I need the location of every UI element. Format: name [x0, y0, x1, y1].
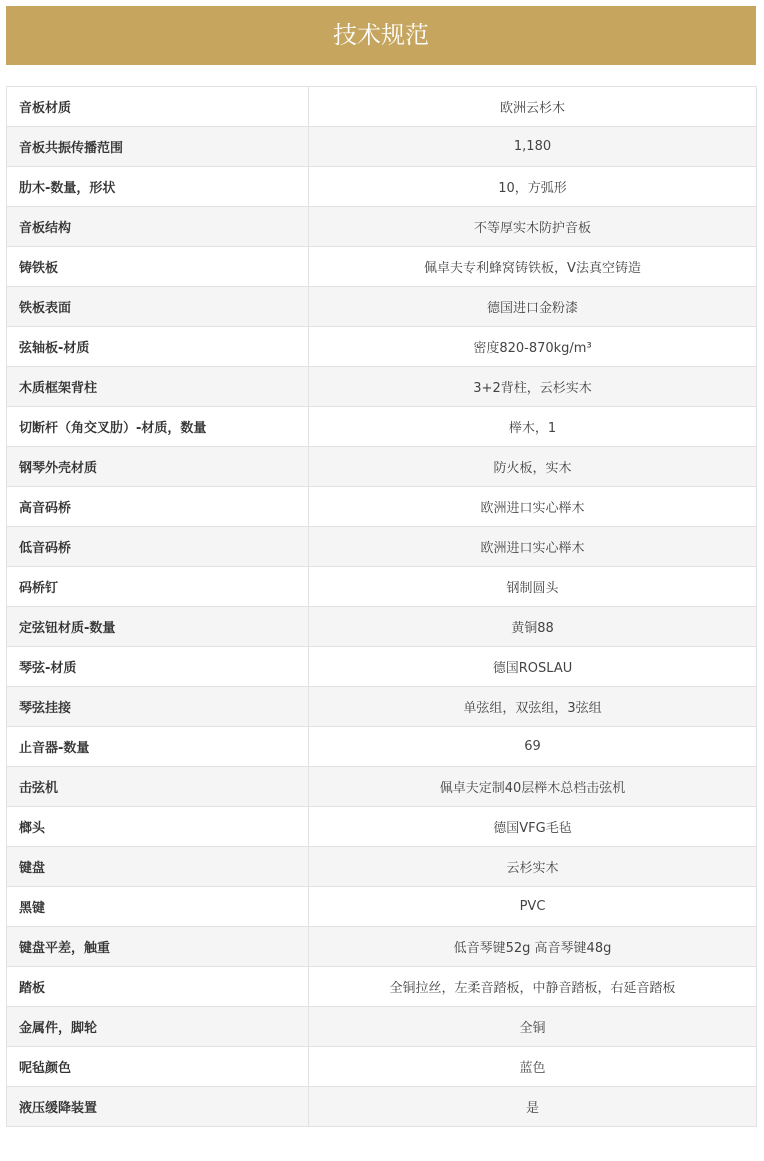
spec-label: 音板材质: [7, 87, 309, 127]
spec-value: 1,180: [309, 127, 757, 167]
spec-value: 密度820-870kg/m³: [309, 327, 757, 367]
spec-label: 弦轴板-材质: [7, 327, 309, 367]
table-row: [7, 567, 757, 607]
table-row: [7, 767, 757, 807]
page-title: 技术规范: [6, 6, 756, 65]
table-row: [7, 247, 757, 287]
spec-value: 欧洲进口实心榉木: [309, 527, 757, 567]
spec-label: 铁板表面: [7, 287, 309, 327]
table-row: [7, 207, 757, 247]
table-row: [7, 807, 757, 847]
spec-label: 码桥钉: [7, 567, 309, 607]
spec-label: 击弦机: [7, 767, 309, 807]
table-row: [7, 887, 757, 927]
table-row: [7, 127, 757, 167]
table-row: [7, 287, 757, 327]
table-row: [7, 607, 757, 647]
spec-label: 切断杆（角交叉肋）-材质，数量: [7, 407, 309, 447]
table-row: [7, 727, 757, 767]
spec-value: 德国VFG毛毡: [309, 807, 757, 847]
spec-label: 肋木-数量，形状: [7, 167, 309, 207]
table-row: [7, 847, 757, 887]
table-row: [7, 487, 757, 527]
table-row: [7, 1047, 757, 1087]
spec-value: PVC: [309, 887, 757, 927]
spec-value: 10，方弧形: [309, 167, 757, 207]
spec-label: 黑键: [7, 887, 309, 927]
table-row: [7, 1087, 757, 1127]
spec-label: 木质框架背柱: [7, 367, 309, 407]
spec-value: 黄铜88: [309, 607, 757, 647]
spec-label: 键盘: [7, 847, 309, 887]
table-row: [7, 447, 757, 487]
spec-value: 榉木，1: [309, 407, 757, 447]
spec-label: 音板结构: [7, 207, 309, 247]
spec-table-body: [7, 87, 757, 1127]
table-row: [7, 407, 757, 447]
spec-value: 德国ROSLAU: [309, 647, 757, 687]
spec-value: 全铜拉丝，左柔音踏板，中静音踏板，右延音踏板: [309, 967, 757, 1007]
spec-value: 3+2背柱，云杉实木: [309, 367, 757, 407]
spec-value: 佩卓夫定制40层榉木总档击弦机: [309, 767, 757, 807]
table-row: [7, 1007, 757, 1047]
spec-label: 低音码桥: [7, 527, 309, 567]
spec-label: 呢毡颜色: [7, 1047, 309, 1087]
spec-label: 铸铁板: [7, 247, 309, 287]
spec-label: 高音码桥: [7, 487, 309, 527]
spec-label: 键盘平差，触重: [7, 927, 309, 967]
spec-label: 音板共振传播范围: [7, 127, 309, 167]
spec-value: 佩卓夫专利蜂窝铸铁板，V法真空铸造: [309, 247, 757, 287]
spec-label: 止音器-数量: [7, 727, 309, 767]
table-row: [7, 967, 757, 1007]
table-row: [7, 167, 757, 207]
spec-value: 69: [309, 727, 757, 767]
spec-table: [6, 86, 757, 1127]
spec-value: 低音琴键52g 高音琴键48g: [309, 927, 757, 967]
spec-value: 是: [309, 1087, 757, 1127]
table-row: [7, 87, 757, 127]
spec-value: 云杉实木: [309, 847, 757, 887]
table-row: [7, 367, 757, 407]
table-row: [7, 327, 757, 367]
spec-value: 蓝色: [309, 1047, 757, 1087]
spec-value: 欧洲云杉木: [309, 87, 757, 127]
spec-value: 欧洲进口实心榉木: [309, 487, 757, 527]
spec-value: 德国进口金粉漆: [309, 287, 757, 327]
spec-value: 钢制圆头: [309, 567, 757, 607]
spec-value: 防火板，实木: [309, 447, 757, 487]
spec-label: 琴弦-材质: [7, 647, 309, 687]
table-row: [7, 687, 757, 727]
spec-label: 液压缓降装置: [7, 1087, 309, 1127]
spec-label: 榔头: [7, 807, 309, 847]
table-row: [7, 927, 757, 967]
spec-value: 单弦组，双弦组，3弦组: [309, 687, 757, 727]
spec-label: 钢琴外壳材质: [7, 447, 309, 487]
spec-label: 定弦钮材质-数量: [7, 607, 309, 647]
spec-value: 全铜: [309, 1007, 757, 1047]
table-row: [7, 647, 757, 687]
spec-label: 琴弦挂接: [7, 687, 309, 727]
spec-label: 金属件，脚轮: [7, 1007, 309, 1047]
table-row: [7, 527, 757, 567]
spec-label: 踏板: [7, 967, 309, 1007]
spec-value: 不等厚实木防护音板: [309, 207, 757, 247]
